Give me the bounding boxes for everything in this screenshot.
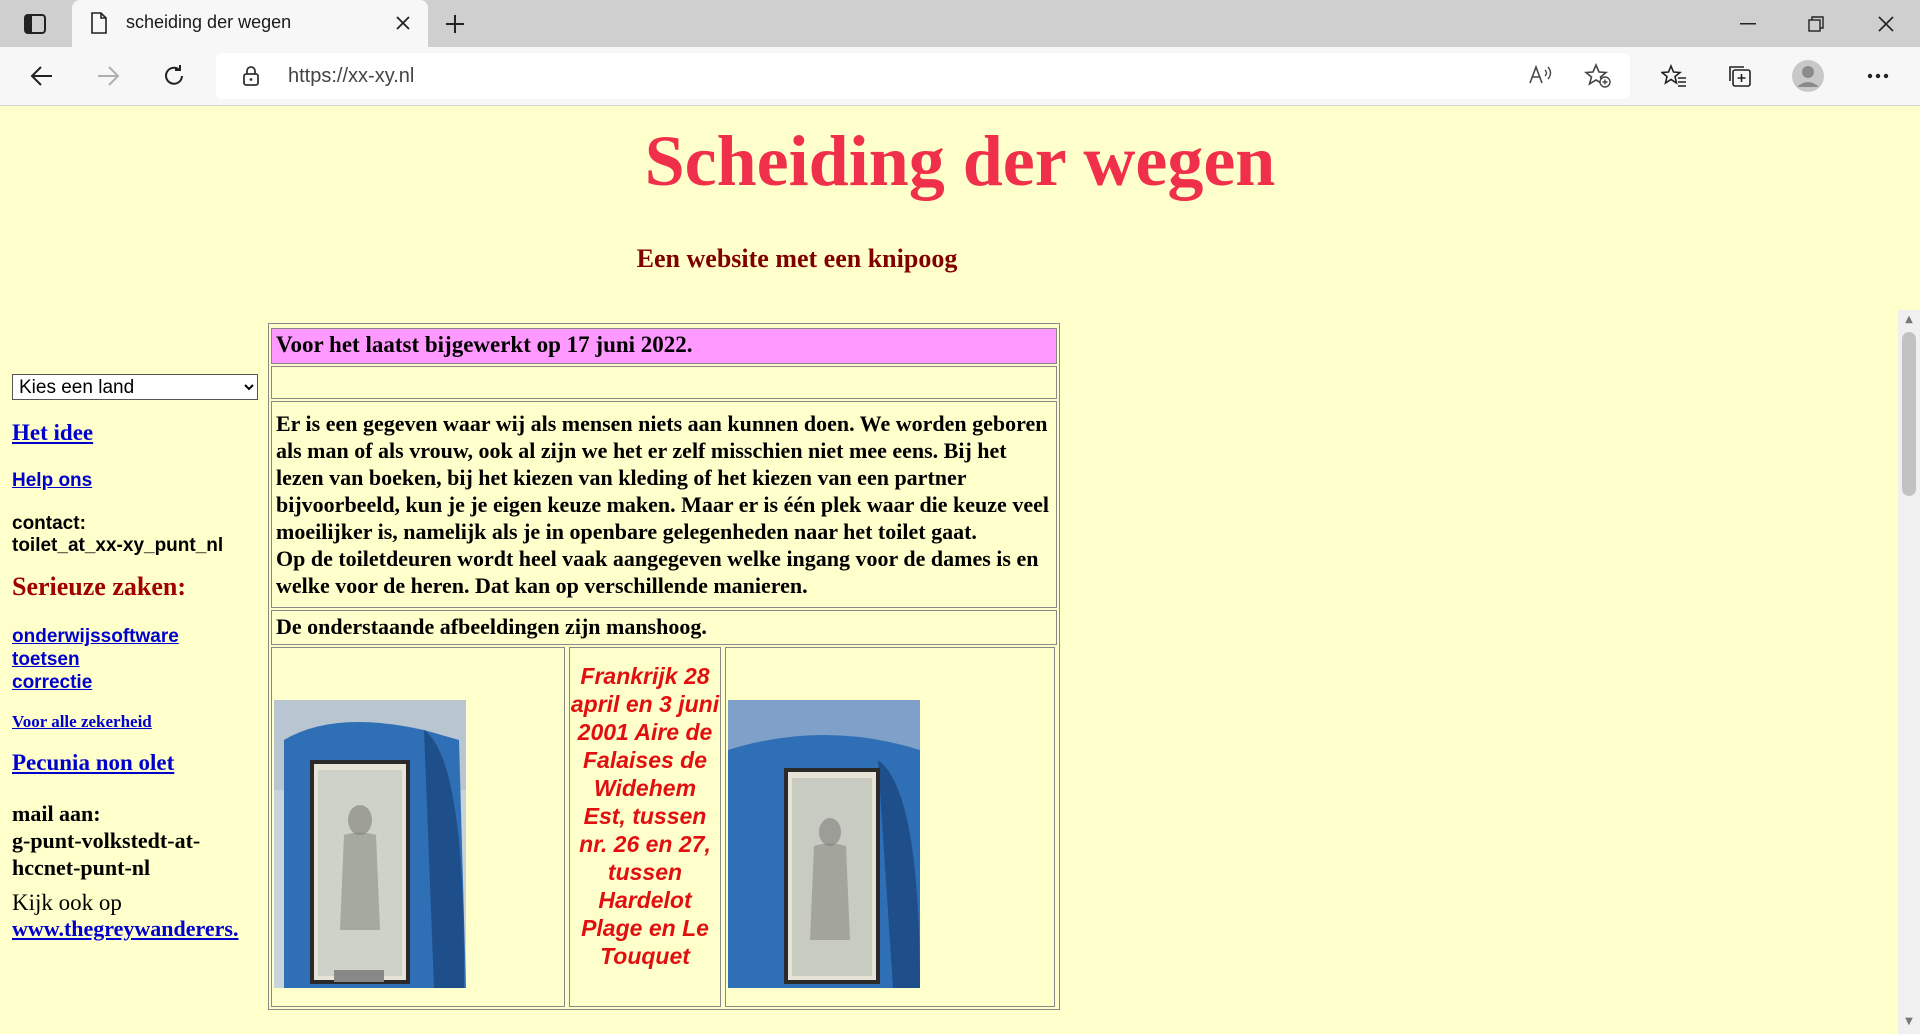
link-thegreywanderers[interactable]: www.thegreywanderers. xyxy=(12,916,239,941)
lock-icon[interactable] xyxy=(242,66,260,91)
page-scrollbar[interactable] xyxy=(1898,310,1920,1034)
toilet-cabin-photo-right xyxy=(728,700,920,988)
add-favorite-star-icon[interactable] xyxy=(1584,63,1612,94)
new-tab-icon[interactable] xyxy=(440,10,470,38)
forward-arrow-icon[interactable] xyxy=(90,58,126,94)
page-subtitle: Een website met een knipoog xyxy=(636,244,958,273)
read-aloud-icon[interactable] xyxy=(1528,63,1554,92)
toilet-cabin-photo-left xyxy=(274,700,466,988)
intro-paragraph-1: Er is een gegeven waar wij als mensen niets aan kunnen doen. We worden geboren als man of als vrouw, ook al zijn we het er zelf misschien niet mee eens. Bij het lezen van boeken, bij het kiezen van kleding of het kiezen van een partner bijvoorbeeld, kun je je eigen keuze maken. Maar er is één plek waar die keuze veel moeilijker is, namelijk als je in openbare gelegenheden naar het toilet gaat. xyxy=(276,411,1049,544)
web-page xyxy=(0,106,1898,1034)
scroll-down-arrow-icon[interactable]: ▼ xyxy=(1905,1016,1913,1027)
link-help-ons[interactable]: Help ons xyxy=(12,470,93,491)
link-toetsen[interactable]: toetsen xyxy=(12,649,80,670)
close-tab-icon[interactable] xyxy=(392,12,414,34)
page-icon xyxy=(90,12,108,39)
see-also-text: Kijk ook op xyxy=(12,890,122,915)
restore-icon[interactable] xyxy=(1782,0,1850,47)
intro-text xyxy=(271,401,1057,608)
content-table xyxy=(268,323,1060,1010)
reload-icon[interactable] xyxy=(156,58,192,94)
sidebar xyxy=(12,374,262,941)
scroll-up-arrow-icon[interactable]: ▲ xyxy=(1905,314,1913,325)
link-pecunia-non-olet[interactable]: Pecunia non olet xyxy=(12,750,175,775)
mail-line-2: hccnet-punt-nl xyxy=(12,855,151,880)
tab-actions-icon[interactable] xyxy=(20,10,50,38)
browser-toolbar xyxy=(0,47,1920,106)
close-window-icon[interactable] xyxy=(1852,0,1920,47)
image-cell-left xyxy=(271,647,565,1007)
image-cell-right xyxy=(725,647,1055,1007)
mail-label: mail aan: xyxy=(12,801,101,826)
collections-icon[interactable] xyxy=(1722,58,1758,94)
last-updated-banner: Voor het laatst bijgewerkt op 17 juni 2022. xyxy=(271,328,1057,364)
serious-heading: Serieuze zaken: xyxy=(12,572,187,601)
country-select[interactable] xyxy=(12,374,258,400)
page-title: Scheiding der wegen xyxy=(644,121,1276,201)
mail-line-1: g-punt-volkstedt-at- xyxy=(12,828,201,853)
url-text[interactable]: https://xx-xy.nl xyxy=(288,65,415,87)
scrollbar-thumb[interactable] xyxy=(1902,332,1916,496)
intro-paragraph-2: Op de toiletdeuren wordt heel vaak aangegeven welke ingang voor de dames is en welke voor de heren. Dat kan op verschillende manieren. xyxy=(276,546,1039,598)
more-options-icon[interactable] xyxy=(1860,58,1896,94)
browser-tab-bar xyxy=(0,0,1920,47)
empty-table-cell xyxy=(271,366,1057,399)
profile-avatar-icon[interactable] xyxy=(1790,58,1826,94)
favorites-icon[interactable] xyxy=(1656,58,1692,94)
link-correctie[interactable]: correctie xyxy=(12,672,93,693)
back-arrow-icon[interactable] xyxy=(24,58,60,94)
contact-value: toilet_at_xx-xy_punt_nl xyxy=(12,535,224,556)
image-row xyxy=(271,647,1057,1007)
images-note: De onderstaande afbeeldingen zijn manshoog. xyxy=(271,610,1057,645)
address-bar[interactable] xyxy=(216,53,1630,99)
photo-caption: Frankrijk 28 april en 3 juni 2001 Aire de Falaises de Widehem Est, tussen nr. 26 en 27, tussen Hardelot Plage en Le Touquet xyxy=(569,647,721,1007)
tab-title: scheiding der wegen xyxy=(126,12,292,32)
link-voor-alle-zekerheid[interactable]: Voor alle zekerheid xyxy=(12,712,152,731)
link-het-idee[interactable]: Het idee xyxy=(12,420,94,445)
minimize-icon[interactable] xyxy=(1714,0,1782,47)
browser-tab-active[interactable] xyxy=(72,0,428,47)
contact-label: contact: xyxy=(12,513,86,534)
link-onderwijssoftware[interactable]: onderwijssoftware xyxy=(12,626,179,647)
